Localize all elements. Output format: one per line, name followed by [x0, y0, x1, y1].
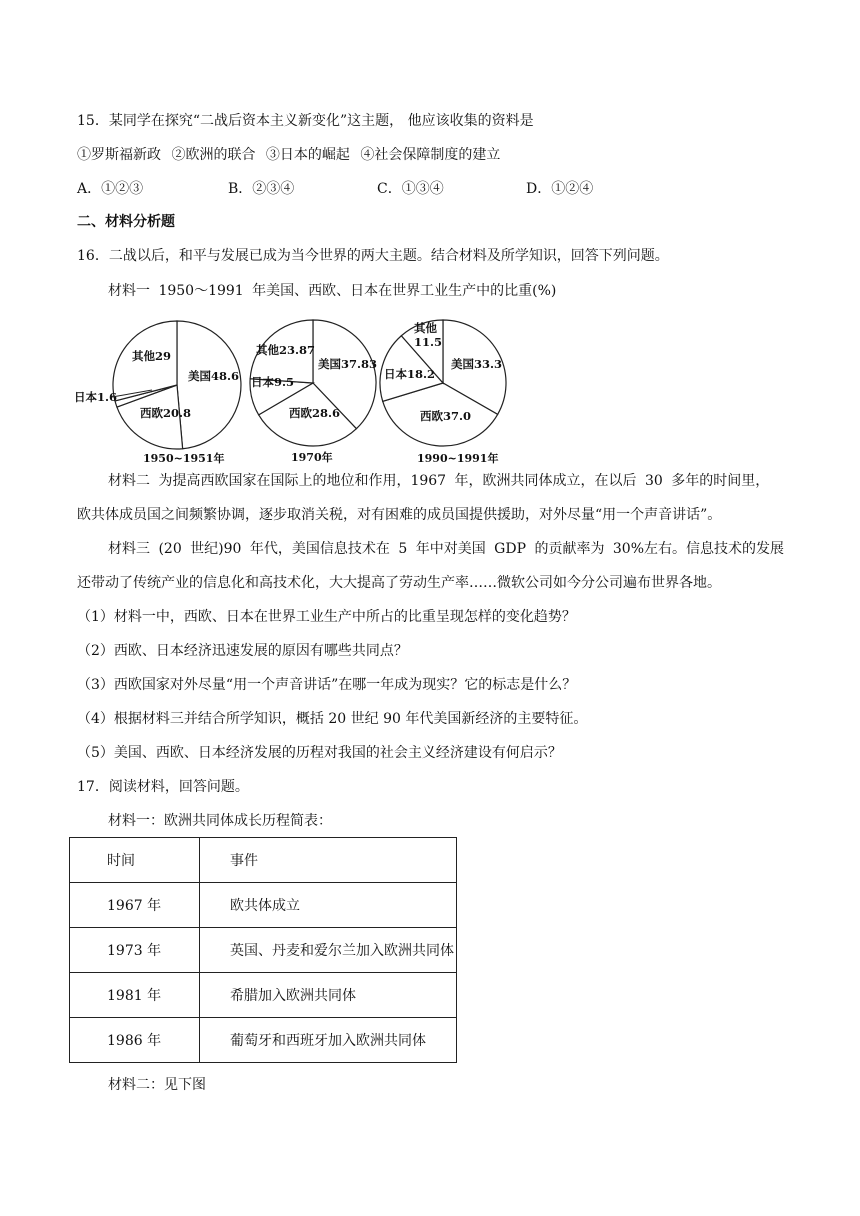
- table-row: [70, 928, 457, 973]
- q16-material2-line2: 欧共体成员国之间频繁协调，逐步取消关税，对有困难的成员国提供援助，对外尽量“用一个声音讲话”。: [77, 507, 722, 523]
- pie-slice-label: 西欧20.8: [140, 406, 192, 420]
- table-cell-year: 1973 年: [70, 928, 200, 973]
- pie-caption: 1970年: [291, 451, 333, 464]
- ec-history-table: [69, 837, 457, 1063]
- q17-stem: 17．阅读材料，回答问题。: [77, 779, 249, 795]
- pie-slice-label: 日本9.5: [251, 375, 295, 389]
- q16-question-4: （4）根据材料三并结合所学知识，概括 20 世纪 90 年代美国新经济的主要特征。: [77, 711, 588, 727]
- table-header-row: [70, 838, 457, 883]
- q15-stem: 15．某同学在探究“二战后资本主义新变化”这主题， 他应该收集的资料是: [77, 113, 534, 129]
- q16-material2-line1: 材料二 为提高西欧国家在国际上的地位和作用，1967 年，欧洲共同体成立，在以后 30 多年的时间里，: [108, 473, 770, 489]
- pie-slice-label: 其他23.87: [256, 343, 316, 357]
- pie-caption: 1950~1951年: [143, 452, 225, 465]
- pie-slice-label: 美国48.6: [188, 369, 240, 383]
- pie-slice: [177, 321, 241, 449]
- pie-slice-label: 日本1.6: [74, 390, 118, 404]
- table-cell-event: 英国、丹麦和爱尔兰加入欧洲共同体: [200, 928, 457, 973]
- q15-option-d[interactable]: D．①②④: [526, 181, 594, 197]
- q16-question-1: （1）材料一中，西欧、日本在世界工业生产中所占的比重呈现怎样的变化趋势？: [77, 609, 576, 625]
- table-header-event: 事件: [200, 838, 457, 883]
- q16-material3-line2: 还带动了传统产业的信息化和高技术化，大大提高了劳动生产率……微软公司如今分公司遍布世界各地。: [77, 575, 721, 591]
- table-row: [70, 883, 457, 928]
- q16-question-3: （3）西欧国家对外尽量“用一个声音讲话”在哪一年成为现实？它的标志是什么？: [77, 677, 577, 693]
- pie-slice-label: 西欧37.0: [420, 409, 472, 423]
- pie-slice-label: 日本18.2: [384, 367, 436, 381]
- q15-options: [0, 179, 860, 199]
- section-title: 二、材料分析题: [77, 214, 175, 230]
- pie-slice-label: 美国33.3: [451, 357, 503, 371]
- q17-material1-title: 材料一：欧洲共同体成长历程简表：: [108, 813, 332, 829]
- q17-material2-title: 材料二：见下图: [108, 1077, 206, 1093]
- table-cell-year: 1986 年: [70, 1018, 200, 1063]
- q16-question-2: （2）西欧、日本经济迅速发展的原因有哪些共同点？: [77, 643, 408, 659]
- q15-option-b[interactable]: B．②③④: [228, 181, 295, 197]
- q16-question-5: （5）美国、西欧、日本经济发展的历程对我国的社会主义经济建设有何启示？: [77, 745, 562, 761]
- table-header-time: 时间: [70, 838, 200, 883]
- q16-material1-title: 材料一 1950～1991 年美国、西欧、日本在世界工业生产中的比重(%): [108, 283, 557, 299]
- pie-slice-label: 西欧28.6: [289, 406, 341, 420]
- table-row: [70, 973, 457, 1018]
- table-cell-event: 希腊加入欧洲共同体: [200, 973, 457, 1018]
- table-cell-year: 1981 年: [70, 973, 200, 1018]
- table-cell-event: 葡萄牙和西班牙加入欧洲共同体: [200, 1018, 457, 1063]
- table-cell-year: 1967 年: [70, 883, 200, 928]
- q15-option-a[interactable]: A．①②③: [77, 181, 144, 197]
- q16-stem: 16．二战以后，和平与发展已成为当今世界的两大主题。结合材料及所学知识，回答下列问题。: [77, 248, 669, 264]
- pie-slice-label: 其他29: [132, 349, 172, 363]
- table-cell-event: 欧共体成立: [200, 883, 457, 928]
- pie-charts: [0, 300, 860, 470]
- pie-slice-label: 其他 11.5: [414, 321, 443, 349]
- pie-caption: 1990~1991年: [417, 452, 499, 465]
- table-row: [70, 1018, 457, 1063]
- q15-option-c[interactable]: C．①③④: [377, 181, 444, 197]
- q15-items: ①罗斯福新政 ②欧洲的联合 ③日本的崛起 ④社会保障制度的建立: [77, 147, 501, 163]
- q16-material3-line1: 材料三 (20 世纪)90 年代，美国信息技术在 5 年中对美国 GDP 的贡献率为 30%左右。信息技术的发展: [108, 541, 785, 557]
- pie-slice-label: 美国37.83: [318, 357, 378, 371]
